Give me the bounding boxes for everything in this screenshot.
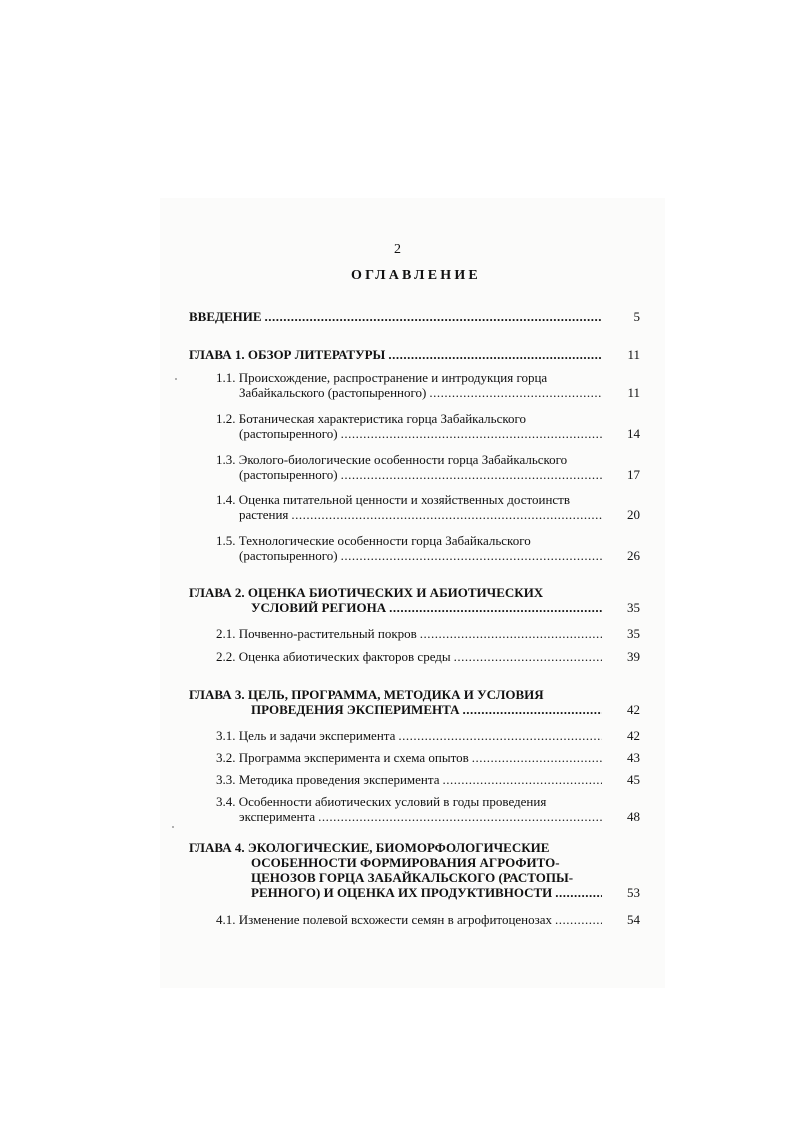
toc-entry-label-line: 1.1. Происхождение, распространение и интродукция горца	[216, 370, 548, 385]
toc-entry-label: ГЛАВА 1. ОБЗОР ЛИТЕРАТУРЫ	[189, 347, 386, 362]
toc-entry-2-1[interactable]	[216, 626, 640, 641]
toc-entry-1-4[interactable]	[216, 492, 640, 522]
toc-page-number: 48	[627, 809, 640, 824]
toc-page-number: 11	[627, 385, 640, 400]
toc-page-number: 42	[627, 702, 640, 717]
toc-entry-label-line: ЦЕНОЗОВ ГОРЦА ЗАБАЙКАЛЬСКОГО (РАСТОПЫ-	[251, 870, 574, 885]
toc-entry-label-line: ПРОВЕДЕНИЯ ЭКСПЕРИМЕНТА	[251, 702, 460, 717]
toc-entry-label-line: 1.5. Технологические особенности горца Забайкальского	[216, 533, 531, 548]
toc-entry-chapter-2[interactable]	[189, 585, 640, 615]
toc-entry-label: 3.2. Программа эксперимента и схема опытов	[216, 750, 469, 765]
page-number: 2	[394, 242, 401, 257]
toc-entry-label-line: РЕННОГО) И ОЦЕНКА ИХ ПРОДУКТИВНОСТИ	[251, 885, 553, 900]
toc-page-number: 42	[627, 728, 640, 743]
toc-page-number: 20	[627, 507, 640, 522]
toc-entry-label: 2.2. Оценка абиотических факторов среды	[216, 649, 451, 664]
toc-page-number: 43	[627, 750, 640, 765]
toc-entry-1-3[interactable]	[216, 452, 640, 482]
toc-entry-1-2[interactable]	[216, 411, 640, 441]
toc-entry-label-line: растения	[239, 507, 289, 522]
toc-entry-label-line: Забайкальского (растопыренного)	[239, 385, 427, 400]
toc-entry-label-line: (растопыренного)	[239, 426, 338, 441]
toc-entry-label-line: ГЛАВА 3. ЦЕЛЬ, ПРОГРАММА, МЕТОДИКА И УСЛОВИЯ	[189, 687, 544, 702]
toc-page-number: 53	[627, 885, 640, 900]
toc-entry-3-2[interactable]	[216, 750, 640, 765]
toc-page-number: 17	[627, 467, 640, 482]
toc-entry-3-1[interactable]	[216, 728, 640, 743]
toc-entry-label: 4.1. Изменение полевой всхожести семян в агрофитоценозах	[216, 912, 553, 927]
toc-entry-3-4[interactable]	[216, 794, 640, 824]
toc-page-number: 35	[627, 600, 640, 615]
toc-page-number: 35	[627, 626, 640, 641]
toc-entry-intro[interactable]	[189, 309, 640, 324]
toc-entry-label-line: (растопыренного)	[239, 548, 338, 563]
toc-entry-label-line: ГЛАВА 2. ОЦЕНКА БИОТИЧЕСКИХ И АБИОТИЧЕСКИХ	[189, 585, 544, 600]
toc-entry-label-line: УСЛОВИЙ РЕГИОНА	[251, 600, 387, 615]
toc-entry-chapter-1[interactable]	[189, 347, 640, 362]
toc-page-number: 11	[627, 347, 640, 362]
toc-entry-chapter-3[interactable]	[189, 687, 640, 717]
toc-entry-label: 3.1. Цель и задачи эксперимента	[216, 728, 396, 743]
toc-entry-2-2[interactable]	[216, 649, 640, 664]
toc-entry-1-5[interactable]	[216, 533, 640, 563]
toc-entry-3-3[interactable]	[216, 772, 640, 787]
toc-page-number: 14	[627, 426, 640, 441]
toc-entry-label-line: ГЛАВА 4. ЭКОЛОГИЧЕСКИЕ, БИОМОРФОЛОГИЧЕСКИЕ	[189, 840, 550, 855]
toc-entry-chapter-4[interactable]	[189, 840, 640, 900]
toc-entry-label-line: 3.4. Особенности абиотических условий в годы проведения	[216, 794, 547, 809]
toc-entry-label: ВВЕДЕНИЕ	[189, 309, 262, 324]
scan-speck	[175, 378, 177, 380]
toc-entry-label: 2.1. Почвенно-растительный покров	[216, 626, 417, 641]
toc-entry-1-1[interactable]	[216, 370, 640, 400]
scan-speck	[172, 826, 174, 828]
toc-page-number: 45	[627, 772, 640, 787]
toc-entry-label-line: (растопыренного)	[239, 467, 338, 482]
toc-entry-label-line: эксперимента	[239, 809, 316, 824]
toc-entry-4-1[interactable]	[216, 912, 640, 927]
table-of-contents-title: ОГЛАВЛЕНИЕ	[351, 268, 481, 283]
toc-entry-label: 3.3. Методика проведения эксперимента	[216, 772, 440, 787]
toc-page-number: 5	[633, 309, 640, 324]
toc-entry-label-line: ОСОБЕННОСТИ ФОРМИРОВАНИЯ АГРОФИТО-	[251, 855, 560, 870]
toc-page-number: 39	[627, 649, 640, 664]
toc-page-number: 54	[627, 912, 640, 927]
toc-entry-label-line: 1.2. Ботаническая характеристика горца Забайкальского	[216, 411, 527, 426]
toc-entry-label-line: 1.3. Эколого-биологические особенности горца Забайкальского	[216, 452, 568, 467]
toc-page-number: 26	[627, 548, 640, 563]
toc-entry-label-line: 1.4. Оценка питательной ценности и хозяйственных достоинств	[216, 492, 570, 507]
